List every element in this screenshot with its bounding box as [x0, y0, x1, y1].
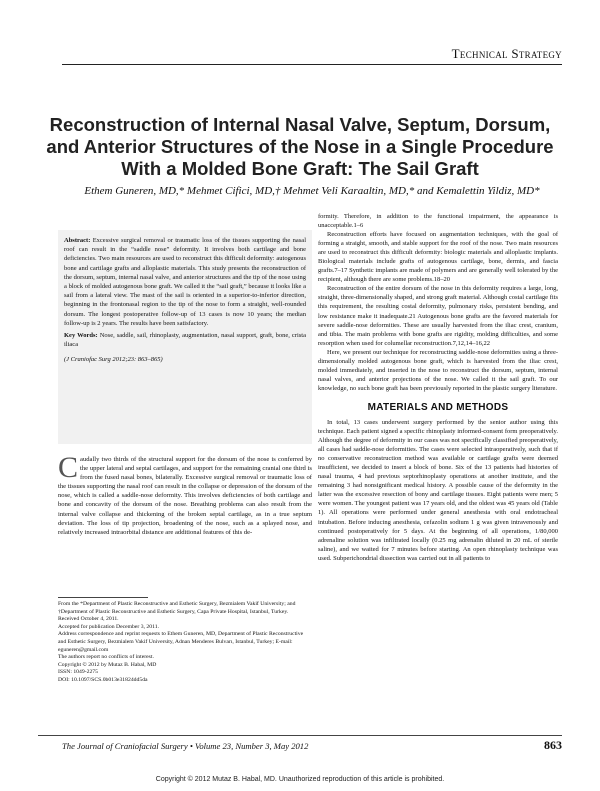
footnotes [58, 601, 312, 685]
journal-footer: The Journal of Craniofacial Surgery • Volume 23, Number 3, May 2012 [62, 741, 309, 751]
author-list: Ethem Guneren, MD,* Mehmet Cifici, MD,† Mehmet Veli Karaaltin, MD,* and Kemalettin Yildiz, MD* [84, 185, 540, 197]
article-title: Reconstruction of Internal Nasal Valve, Septum, Dorsum, and Anterior Structures of the Nose in a Single Procedure With a Molded Bone Graft: The Sail Graft [46, 114, 554, 180]
footnote-received: Received October 4, 2011. [58, 616, 119, 623]
body-paragraph-5: In total, 13 cases underwent surgery performed by the senior author using this technique. Each patient signed a specific rhinoplasty informed-consent form preoperatively. Although the degree of deformity in our cases was not specifically classified preoperatively, all cases had saddle-nose deformities. The cases were selected intraoperatively, such that if no conservative reconstruction method was available or cartilage grafts were deemed insufficient, we decided to insert a block of bone. Six of the 13 patients had histories of nasal trauma, 4 had previous septorhinoplasty operations at another institute, and the remaining 3 had nonsignificant medical history. A possible cause of the deformity in the latter was the excessive resection of bony and cartilage tissues. Eight patients were men; 5 were women. The youngest patient was 17 years old, and the oldest was 45 years old (Table 1). All operations were performed under general anesthesia with oral endotracheal intubation. Before inducing anesthesia, cefazolin sodium 1 g was given intravenously and continued postoperatively for 5 days. At the beginning of all operations, 1/80,000 adrenaline solution was infiltrated locally (0.25 mg adrenalin diluted in 20 mL of sterile saline), and we waited for 7 minutes before starting. An open rhinoplasty technique was used. Subperichondrial dissection was carried out in all patients to [318, 418, 558, 562]
section-label: Technical Strategy [451, 46, 562, 61]
footnote-accepted: Accepted for publication December 3, 2011. [58, 623, 160, 630]
copyright-notice: Copyright © 2012 Mutaz B. Habal, MD. Unauthorized reproduction of this article is prohibited. [155, 776, 445, 783]
intro-paragraph: audally two thirds of the structural support for the dorsum of the nose is conferred by the upper lateral and septal cartilages, and support for the remaining cranial one third is from the fused nasal bones, bilaterally. Excessive surgical removal or traumatic loss of the tissues supporting the nasal roof can result in the collapse or depression of the dorsum of the nose, which is called a saddle-nose deformity. This involves deficiencies of both cartilage and bone and concavity of the dorsum of the nose. Breathing problems can also result from the internal valve collapse and thickening of the broken septal cartilage, as in a true septum deviation. The loss of tip projection, broadening of the nose, such as a splayed nose, and relatively increased intraorbital distance are additional features of this de- [58, 456, 312, 536]
drop-cap: C [58, 451, 79, 484]
body-paragraph-4: Here, we present our technique for reconstructing saddle-nose deformities using a three-dimensionally molded autogenous bone graft, which is harvested from the iliac crest, molded immediately, and inserted in the nose to reconstruct the dorsum, septum, internal nasal valves, and anterior projections of the nose. We called it the sail graft. To our knowledge, no such bone graft has been previously reported in the plastic surgery literature. [318, 348, 558, 392]
footer-rule [38, 735, 562, 736]
footnote-rule [58, 597, 148, 598]
abstract-paragraph [64, 236, 306, 328]
keywords-text: Nose, saddle, sail, rhinoplasty, augmentation, nasal support, graft, bone, crista iliaca [64, 332, 306, 349]
keywords-paragraph [64, 331, 306, 349]
footnote-copyright: Copyright © 2012 by Mutaz B. Habal, MD [58, 661, 157, 668]
section-heading-methods: MATERIALS AND METHODS [367, 401, 509, 413]
footnote-doi: DOI: 10.1097/SCS.0b013e31824dd5da [58, 676, 148, 683]
page-number: 863 [544, 738, 562, 752]
body-paragraph-1: formity. Therefore, in addition to the functional impairment, the appearance is unacceptable.1–6 [318, 213, 558, 230]
keywords-lead: Key Words: [64, 332, 98, 340]
header-rule [62, 64, 562, 65]
footnote-affiliation: From the *Department of Plastic Reconstructive and Esthetic Surgery, Bezmialem Vakif University; and †Department of Plastic Reconstructive and Esthetic Surgery, Capa Private Hospital, Istanbul, Turkey. [58, 601, 296, 615]
abstract-box [58, 230, 312, 444]
abstract-lead: Abstract: [64, 237, 91, 244]
footnote-issn: ISSN: 1049-2275 [58, 669, 98, 676]
citation: (J Craniofac Surg 2012;23: 863–865) [64, 356, 163, 364]
right-column [318, 212, 558, 563]
introduction-text [58, 451, 312, 537]
body-paragraph-2: Reconstruction efforts have focused on augmentation techniques, with the goal of forming a straight, smooth, and stable support for the roof of the nose. Two main resources are used to reconstruct this difficult deformity: biologic materials and alloplastic implants. Biological materials include grafts of autogenous cartilage, bone, dermis, and fascia grafts.7–17 Synthetic implants are made of polymers and are generally well tolerated by the recipient, although there are some problems.18–20 [318, 231, 558, 284]
footnote-address: Address correspondence and reprint requests to Ethem Guneren, MD, Department of Plastic Reconstructive and Esthetic Surgery, Bezmialem Vakif University, Adnan Menderes Bulvarı, Istanbul, Turkey; E-mail: eguneren@gmail.com [58, 631, 304, 653]
footnote-conflict: The authors report no conflicts of interest. [58, 654, 154, 661]
body-paragraph-3: Reconstruction of the entire dorsum of the nose in this deformity requires a large, long, straight, three-dimensionally shaped, and strong graft material. Although costal cartilage fits this requirement, the resulting costal deformity, pulmonary risks, persistent bending, and low resistance make it inadequate.21 Autogenous bone grafts are the favored materials for severe saddle-nose deformities. These are usually harvested from the iliac crest, cranium, and tibia. The main problems with bone grafts are rigidity, molding difficulties, and some resorption when used for columellar reconstruction.7,12,14–16,22 [318, 285, 558, 347]
abstract-text: Excessive surgical removal or traumatic loss of the tissues supporting the nasal roof can result in the “saddle nose” deformity. It involves both cartilage and bone deficiencies. Two main resources are used to reconstruct this difficult deformity: autogenous bone and cartilage grafts and alloplastic materials. This study presents the reconstruction of the dorsum, septum, internal nasal valve, and anterior structures and the tip of the nose using a block of molded autogenous bone graft. We called it the “sail graft,” because it looks like a sail from a lateral view. The mast of the sail is oriented in a superior-to-inferior direction, beginning in the frontonasal region to the tip of the nose to form a straight, well-rounded dorsum. The longest postoperative follow-up of 13 cases is now 10 years; the median follow-up is 2 years. The results have been satisfactory. [64, 237, 306, 327]
